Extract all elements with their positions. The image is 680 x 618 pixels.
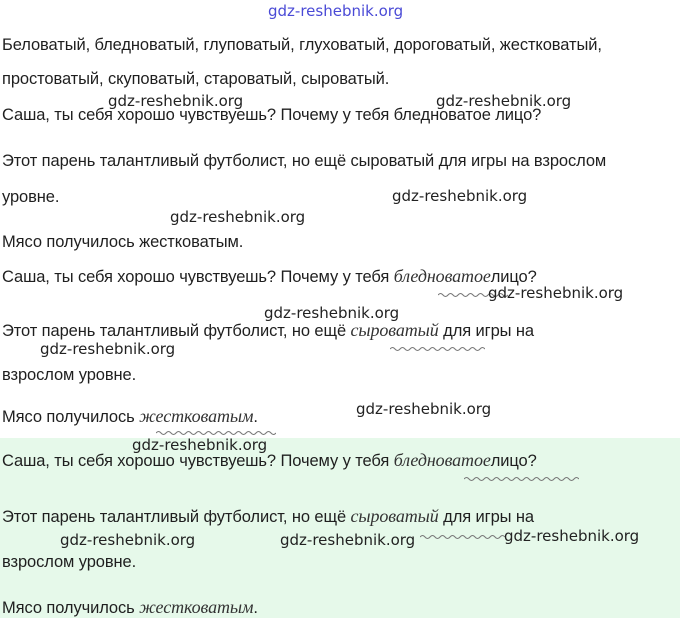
sentence-2-plain-line-2: уровне. <box>2 188 60 206</box>
sentence-text: Этот парень талантливый футболист, но ещё <box>2 322 351 340</box>
marked-word: жестковатым <box>139 406 254 426</box>
watermark: gdz-reshebnik.org <box>170 208 306 226</box>
sentence-text: для игры на <box>438 322 534 340</box>
watermark: gdz-reshebnik.org <box>504 527 640 545</box>
sentence-3-marked <box>2 406 258 427</box>
watermark: gdz-reshebnik.org <box>264 304 400 322</box>
sentence-3-plain: Мясо получилось жестковатым. <box>2 233 244 251</box>
wavy-underline <box>464 476 579 482</box>
sentence-text: для игры на <box>438 508 534 526</box>
wavy-underline <box>390 346 485 352</box>
watermark: gdz-reshebnik.org <box>108 92 244 110</box>
word-list-line-1: Беловатый, бледноватый, глуповатый, глуховатый, дороговатый, жестковатый, <box>2 36 602 54</box>
sentence-2-plain-line-1: Этот парень талантливый футболист, но ещё сыроватый для игры на взрослом <box>2 152 607 170</box>
marked-word: бледноватое <box>393 266 491 286</box>
sentence-text: лицо? <box>490 452 537 470</box>
watermark: gdz-reshebnik.org <box>280 531 416 549</box>
watermark: gdz-reshebnik.org <box>60 531 196 549</box>
sentence-1-marked <box>2 266 537 287</box>
watermark: gdz-reshebnik.org <box>436 92 572 110</box>
watermark: gdz-reshebnik.org <box>132 436 268 454</box>
word-list-line-2: простоватый, скуповатый, староватый, сыроватый. <box>2 70 390 88</box>
watermark: gdz-reshebnik.org <box>356 400 492 418</box>
answer-sentence-1 <box>2 450 537 471</box>
watermark-top: gdz-reshebnik.org <box>268 2 404 20</box>
watermark: gdz-reshebnik.org <box>40 340 176 358</box>
sentence-1-plain: Саша, ты себя хорошо чувствуешь? Почему у тебя бледноватое лицо? <box>2 106 542 124</box>
sentence-text: лицо? <box>490 268 537 286</box>
sentence-text: . <box>253 599 258 617</box>
sentence-text: Саша, ты себя хорошо чувствуешь? Почему у тебя <box>2 452 394 470</box>
sentence-text: . <box>253 408 258 426</box>
marked-word: сыроватый <box>350 320 439 340</box>
sentence-text: Мясо получилось <box>2 408 140 426</box>
watermark: gdz-reshebnik.org <box>488 284 624 302</box>
sentence-2-marked-line-2: взрослом уровне. <box>2 366 137 384</box>
wavy-underline <box>420 534 505 540</box>
watermark: gdz-reshebnik.org <box>392 187 528 205</box>
answer-word: бледноватое <box>393 450 491 470</box>
answer-sentence-3 <box>2 597 258 618</box>
sentence-2-marked-line-1 <box>2 320 534 341</box>
sentence-text: Саша, ты себя хорошо чувствуешь? Почему у тебя <box>2 268 394 286</box>
sentence-text: Этот парень талантливый футболист, но ещё <box>2 508 351 526</box>
answer-word: сыроватый <box>350 506 439 526</box>
answer-word: жестковатым <box>139 597 254 617</box>
answer-sentence-2-line-1 <box>2 506 534 527</box>
answer-sentence-2-line-2: взрослом уровне. <box>2 553 137 571</box>
sentence-text: Мясо получилось <box>2 599 140 617</box>
